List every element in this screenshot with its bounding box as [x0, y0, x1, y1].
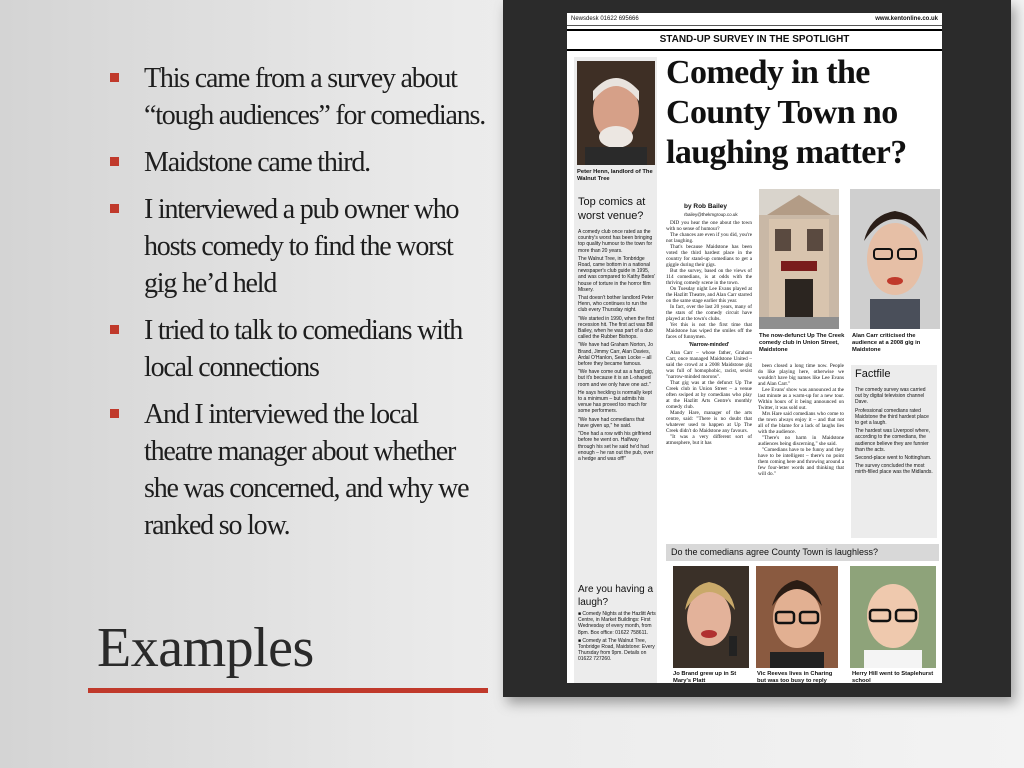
hill-caption: Herry Hill went to Staplehurst school: [852, 671, 934, 683]
landlord-portrait-image: [577, 61, 655, 165]
masthead: [567, 13, 942, 26]
article-paragraph: On Tuesday night Lee Evans played at the Hazlitt Theatre, and Alan Carr starred on the same stage earlier this year.: [666, 286, 752, 304]
article-paragraph: That gig was at the defunct Up The Creek club in Union Street – a venue often swiped at by comedians who play at the Hazlitt Arts Centre's monthly comedy club.: [666, 380, 752, 410]
bullet-text: And I interviewed the local theatre manager about whether she was concerned, and why we ranked so low.: [144, 399, 469, 541]
article-paragraph: Yet this is not the first time that Maidstone has wiped the smiles off the faces of funnymen.: [666, 322, 752, 340]
article-column-2: [758, 363, 844, 543]
listing-heading: Are you having a laugh?: [578, 584, 654, 608]
slide-title: Examples: [97, 617, 314, 679]
byline-email: rbailey@thekmgroup.co.uk: [684, 212, 738, 217]
factfile-item: Second-place went to Nottingham.: [855, 455, 932, 462]
sidebar-paragraph: "One had a row with his girlfriend before he went on. Halfway through his set he said he'd had enough – he ran out the pub, over a hedge and was off!": [578, 431, 654, 462]
sidebar-paragraph: That doesn't bother landlord Peter Henn, who continues to run the club every Thursday night.: [578, 295, 654, 314]
bullet-list: [108, 60, 488, 554]
factfile-item: The survey concluded the most mirth-filled place was the Midlands.: [855, 463, 933, 476]
club-building-image: [759, 189, 839, 329]
article-column-1: [666, 220, 752, 542]
article-paragraph: The chances are even if you did, you're not laughing.: [666, 232, 752, 244]
brand-portrait-image: [673, 566, 749, 668]
factfile-title: Factfile: [855, 368, 891, 380]
headline: Comedy in the County Town no laughing matter?: [666, 54, 907, 171]
article-paragraph: "Comedians have to be funny and they have to be intelligent – there's no point them coming here and throwing around a few four-letter words and thinking that will do.": [758, 447, 844, 477]
factfile-item: The hardest was Liverpool where, according to the comedians, the audience believe they are funnier than the acts.: [855, 428, 931, 453]
article-paragraph: Lee Evans' show was announced at the last minute as a warm-up for a new tour. Within hours of it being announced on Twitter, it was sold out.: [758, 387, 844, 411]
club-caption: The now-defunct Up The Creek comedy club in Union Street, Maidstone: [759, 333, 845, 353]
newspaper-clipping: [567, 13, 942, 683]
brand-caption: Jo Brand grew up in St Mary's Platt: [673, 671, 737, 683]
kicker: STAND-UP SURVEY IN THE SPOTLIGHT: [567, 29, 942, 51]
sidebar-paragraph: "We have had Graham Norton, Jo Brand, Jimmy Carr, Alan Davies, Ardal O'Hanlon, Sean Locke – all before they became famous.: [578, 342, 654, 368]
article-paragraph: Alan Carr – whose father, Graham Carr, once managed Maidstone United – said the crowd at a 2008 Maidstone gig was full of homophobic, racist, sexist "narrow-minded morons".: [666, 350, 752, 380]
reeves-photo: [756, 566, 838, 668]
article-paragraph: been closed a long time now. People do like playing here, otherwise we wouldn't have big names like Lee Evans and Alan Carr.": [758, 363, 844, 387]
bullet-text: I tried to talk to comedians with local connections: [144, 315, 463, 383]
article-paragraph: Mandy Hare, manager of the arts centre, said: "There is no doubt that whatever used to happen at Up The Creek didn't do Maidstone any favours.: [666, 410, 752, 434]
comedians-heading: Do the comedians agree County Town is laughless?: [666, 544, 939, 561]
landlord-caption: Peter Henn, landlord of The Walnut Tree: [577, 169, 653, 182]
carr-caption: Alan Carr criticised the audience at a 2008 gig in Maidstone: [852, 333, 921, 353]
title-underline: [88, 688, 488, 693]
factfile-item: The comedy survey was carried out by digital television channel Dave.: [855, 387, 926, 406]
bullet-item: [108, 191, 488, 302]
article-paragraph: In fact, over the last 20 years, many of the stars of the comedy circuit have played at the town's clubs.: [666, 304, 752, 322]
brand-photo: [673, 566, 749, 668]
byline-author: by Rob Bailey: [684, 203, 727, 210]
sidebar-paragraph: The Walnut Tree, in Tonbridge Road, came bottom in a national newspaper's club guide in 1995, and was compared to Kathy Bates' house of torture in the horror film Misery.: [578, 255, 656, 293]
masthead-url: www.kentonline.co.uk: [875, 16, 938, 22]
listing-item: ■ Comedy at The Walnut Tree, Tonbridge Road, Maidstone: Every Thursday from 9pm. Details on 01622 727260.: [578, 637, 655, 663]
article-paragraph: That's because Maidstone has been voted the third hardest place in the country for stand-up comedians to get a giggle during their gigs.: [666, 244, 752, 268]
listing-text: Comedy at The Walnut Tree, Tonbridge Road, Maidstone: Every Thursday from 9pm. Details on 01622 727260.: [578, 637, 655, 663]
sidebar-story: [578, 229, 656, 577]
carr-photo: [850, 189, 940, 329]
masthead-phone: Newsdesk 01622 695666: [571, 16, 639, 22]
club-photo: [759, 189, 839, 329]
article-paragraph: But the survey, based on the views of 114 comedians, is at odds with the thriving comedy scene in the town.: [666, 268, 752, 286]
bullet-item: [108, 396, 488, 544]
reeves-caption: Vic Reeves lives in Charing but was too busy to reply: [757, 671, 833, 683]
bullet-square-icon: [110, 325, 119, 334]
sidebar-heading: Top comics at worst venue?: [578, 196, 646, 222]
bullet-item: [108, 144, 488, 181]
bullet-square-icon: [110, 204, 119, 213]
article-paragraph: Mrs Hare said comedians who come to the town always enjoy it – and that not all of the blame for a lack of laughs lies with the audience.: [758, 411, 844, 435]
factfile-item: Professional comedians rated Maidstone the third hardest place to get a laugh.: [855, 407, 929, 427]
article-subheading: 'Narrow-minded': [688, 342, 730, 348]
article-paragraph: "It was a very different sort of atmosphere, but it has: [666, 434, 752, 446]
bullet-square-icon: [110, 73, 119, 82]
sidebar-paragraph: He says heckling is normally kept to a minimum – but admits his venue has proved too much for some performers.: [578, 389, 652, 415]
factfile-list: [855, 387, 933, 537]
listings: [578, 611, 656, 681]
factfile-box: [851, 365, 937, 538]
landlord-photo: [577, 61, 655, 165]
article-paragraph: DID you hear the one about the town with no sense of humour?: [666, 220, 752, 232]
bullet-item: [108, 312, 488, 386]
bullet-item: [108, 60, 488, 134]
bullet-square-icon: [110, 157, 119, 166]
hill-photo: [850, 566, 936, 668]
bullet-text: I interviewed a pub owner who hosts comedy to find the worst gig he’d held: [144, 194, 459, 299]
sidebar-paragraph: "We have come out as a hard gig, but it's because it is an L-shaped room and we only have one act.": [578, 369, 654, 388]
carr-portrait-image: [850, 189, 940, 329]
listing-item: ■ Comedy Nights at the Hazlitt Arts Centre, in Market Buildings: First Wednesday of every month, from 8pm. Box office: 01622 758611.: [578, 611, 656, 636]
listing-text: Comedy Nights at the Hazlitt Arts Centre, in Market Buildings: First Wednesday of every month, from 8pm. Box office: 01622 758611.: [578, 611, 656, 636]
bullet-square-icon: [110, 409, 119, 418]
sidebar-paragraph: A comedy club once rated as the country's worst has been bringing top quality humour to the town for more than 20 years.: [578, 229, 653, 254]
bullet-text: Maidstone came third.: [144, 147, 370, 178]
sidebar-paragraph: "We started in 1990, when the first recession hit. The first act was Bill Bailey, when he was part of a duo called the Rubber Bishops.: [578, 315, 655, 341]
article-paragraph: "There's no harm in Maidstone audiences being discerning," she said.: [758, 435, 844, 447]
byline: [666, 203, 756, 219]
bullet-text: This came from a survey about “tough audiences” for comedians.: [144, 63, 486, 131]
reeves-portrait-image: [756, 566, 838, 668]
sidebar-paragraph: "We have had comedians that have given up," he said.: [578, 416, 645, 429]
hill-portrait-image: [850, 566, 936, 668]
